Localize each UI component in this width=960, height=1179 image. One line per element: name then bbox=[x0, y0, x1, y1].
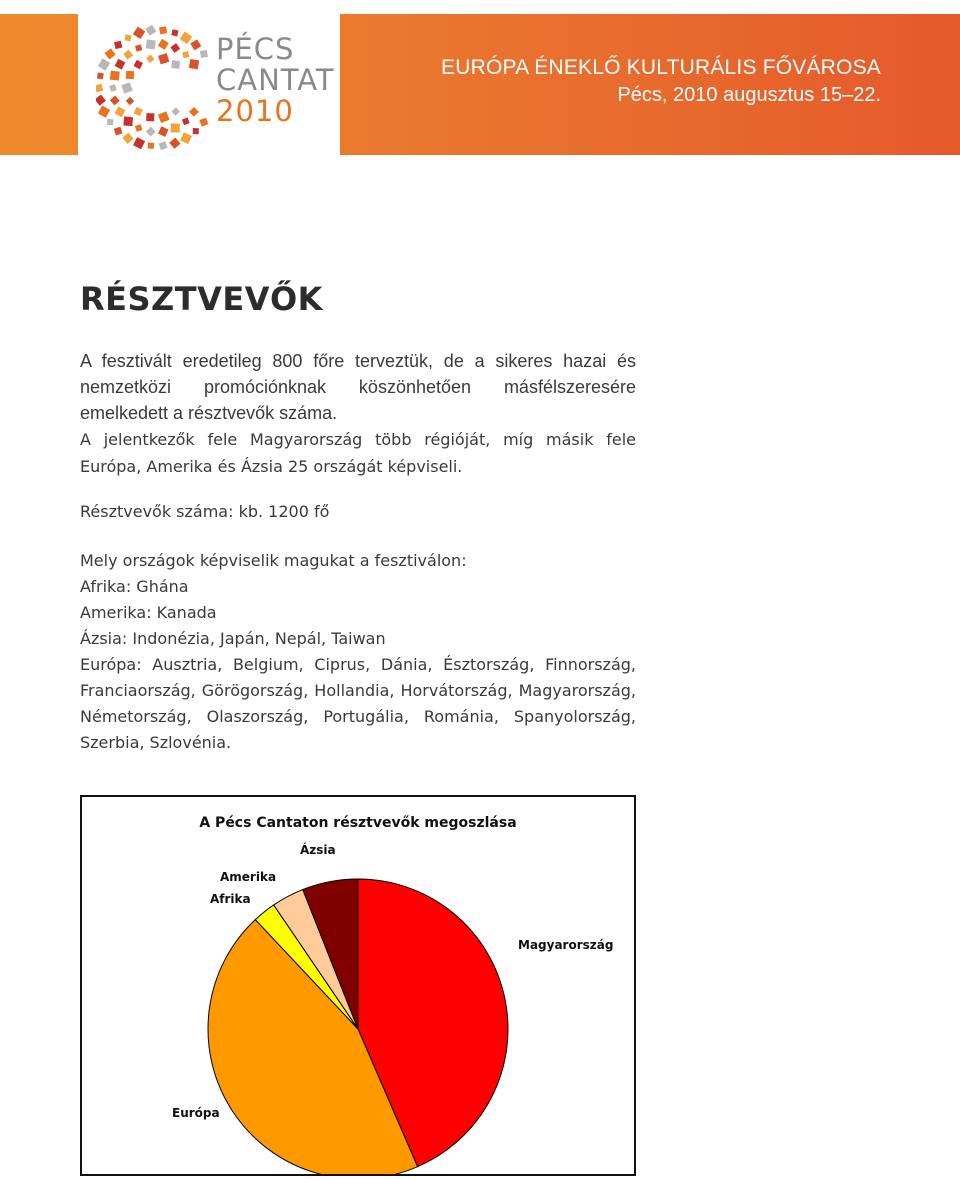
logo-square bbox=[123, 50, 133, 60]
logo-square bbox=[110, 95, 120, 105]
country-america: Amerika: Kanada bbox=[80, 603, 217, 622]
logo-square bbox=[114, 41, 122, 49]
logo-square bbox=[148, 142, 154, 148]
main-content bbox=[80, 280, 636, 756]
logo-square bbox=[98, 105, 110, 117]
logo-wordmark bbox=[216, 34, 335, 127]
logo-square bbox=[115, 106, 126, 117]
logo-square bbox=[135, 124, 143, 132]
country-list-heading: Mely országok képviselik magukat a fesztiválon: bbox=[80, 551, 467, 570]
logo-square bbox=[199, 118, 208, 127]
logo-square bbox=[158, 126, 169, 137]
logo-square bbox=[189, 59, 199, 69]
logo-square bbox=[171, 60, 180, 69]
pie-label-0: Magyarország bbox=[518, 938, 614, 952]
logo-square bbox=[126, 71, 135, 80]
logo-square bbox=[171, 107, 179, 115]
header-text bbox=[441, 56, 881, 107]
logo-square bbox=[97, 73, 104, 80]
logo-square bbox=[146, 55, 154, 63]
logo-square bbox=[158, 111, 170, 123]
logo-square bbox=[170, 43, 180, 53]
country-europe: Európa: Ausztria, Belgium, Ciprus, Dánia, Észtország, Finnország, Franciaország, Görögország, Hollandia, Horvátország, Magyarország, Németország, Olaszország, Portugália, Románia, Spanyolország, Szerbia, Szlovénia. bbox=[80, 655, 636, 752]
logo-line-3: 2010 bbox=[216, 94, 294, 128]
logo-square bbox=[171, 29, 178, 36]
logo-square bbox=[146, 113, 154, 121]
pie-label-1: Európa bbox=[172, 1106, 220, 1120]
header-tagline: EURÓPA ÉNEKLŐ KULTURÁLIS FŐVÁROSA bbox=[441, 56, 881, 79]
logo-square bbox=[182, 51, 189, 58]
logo-mark-icon bbox=[96, 16, 218, 156]
logo-square bbox=[125, 34, 132, 41]
logo-square bbox=[134, 60, 143, 69]
logo-square bbox=[171, 123, 180, 132]
logo-square bbox=[134, 107, 143, 116]
header-dates: Pécs, 2010 augusztus 15–22. bbox=[617, 84, 881, 106]
logo-square bbox=[158, 53, 169, 64]
page-title: RÉSZTVEVŐK bbox=[80, 280, 323, 318]
logo-square bbox=[189, 107, 199, 117]
logo-square bbox=[159, 141, 168, 150]
logo-square bbox=[122, 133, 133, 144]
logo-square bbox=[200, 50, 208, 58]
logo-square bbox=[146, 127, 156, 137]
logo-line-1: PÉCS bbox=[216, 32, 295, 66]
logo-square bbox=[180, 32, 193, 45]
logo-square bbox=[193, 128, 199, 134]
logo-square bbox=[114, 127, 123, 136]
logo-line-2: CANTAT bbox=[216, 63, 335, 97]
logo-square bbox=[145, 25, 156, 36]
logo-square bbox=[158, 39, 169, 50]
country-asia: Ázsia: Indonézia, Japán, Nepál, Taiwan bbox=[80, 629, 386, 648]
pie-chart bbox=[80, 795, 636, 1176]
pie-label-3: Amerika bbox=[220, 870, 277, 884]
logo-square bbox=[146, 39, 156, 49]
pie-label-2: Afrika bbox=[210, 892, 251, 906]
logo-square bbox=[123, 116, 133, 126]
logo-square bbox=[107, 119, 114, 126]
country-list bbox=[80, 548, 636, 756]
logo-square bbox=[98, 58, 110, 70]
chart-title: A Pécs Cantaton résztvevők megoszlása bbox=[199, 815, 517, 831]
logo-square bbox=[182, 117, 190, 125]
logo-square bbox=[121, 82, 132, 93]
logo-square bbox=[115, 59, 126, 70]
logo-square bbox=[159, 26, 167, 34]
logo-square bbox=[180, 132, 192, 144]
logo-square bbox=[133, 27, 145, 39]
logo-square bbox=[96, 84, 103, 93]
pie-chart-svg bbox=[82, 797, 634, 1174]
logo-square bbox=[190, 39, 201, 50]
logo-square bbox=[169, 138, 180, 149]
logo-square bbox=[109, 84, 116, 91]
logo-square bbox=[135, 44, 142, 51]
logo-square bbox=[110, 71, 120, 81]
pie-label-4: Ázsia bbox=[300, 843, 336, 857]
logo-square bbox=[96, 94, 106, 105]
participant-count: Résztvevők száma: kb. 1200 fő bbox=[80, 502, 330, 521]
logo-square bbox=[126, 97, 134, 105]
intro-paragraph: A fesztivált eredetileg 800 főre terveztük, de a sikeres hazai és nemzetközi promóciónknak köszönhetően másfélszeresére emelkedett a résztvevők száma. bbox=[80, 351, 636, 423]
logo-square bbox=[133, 137, 145, 149]
logo-square bbox=[105, 48, 116, 59]
country-africa: Afrika: Ghána bbox=[80, 577, 189, 596]
logo bbox=[78, 14, 340, 155]
intro-paragraph-2: A jelentkezők fele Magyarország több régióját, míg másik fele Európa, Amerika és Ázsia 25 országát képviseli. bbox=[80, 430, 636, 476]
